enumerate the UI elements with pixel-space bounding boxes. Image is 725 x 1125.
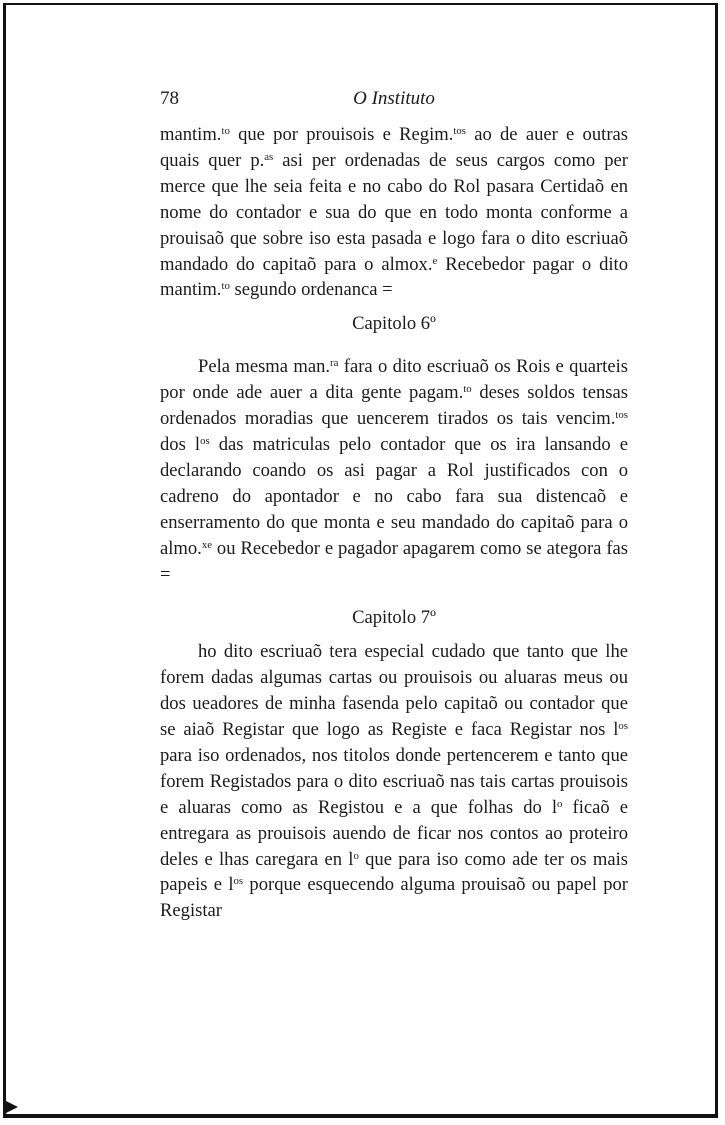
chapter-heading-7: Capitolo 7º	[352, 607, 436, 629]
book-page	[160, 88, 628, 924]
page-number: 78	[160, 88, 179, 109]
paragraph-1: mantim.$^{to}$ que por prouisois e Regim.$^{tos}$ ao de auer e outras quais quer p.$^{as}$ asi per ordenadas de seus cargos como per merce que lhe seia feita e no cabo do Rol pasara Certidaõ en nome do contador e sua do que en todo monta conforme a prouisaõ que sobre iso esta pasada e logo fara o dito escriuaõ mandado do capitaõ para o almox.$^e$ Recebedor pagar o dito mantim.$^{to}$ segundo ordenanca =	[160, 124, 629, 301]
page-header	[160, 88, 628, 122]
paragraph-2: Pela mesma man.$^{ra}$ fara o dito escriuaõ os Rois e quarteis por onde ade auer a dita gente pagam.$^{to}$ deses soldos tensas ordenados moradias que uencerem tirados os tais vencim.$^{tos}$ dos $l^{os}$ das matriculas pelo contador que os ira lansando e declarando coando os asi pagar a Rol justificados con o cadreno do apontador e no cabo fara sua distencaõ e enserramento do que monta e seu mandado do capitaõ para o almo.$^{xe}$ ou Recebedor e pagador apagarem como se ategora fas =	[160, 356, 628, 585]
corner-mark-icon	[6, 1101, 18, 1113]
page-body	[160, 122, 628, 924]
running-title: O Instituto	[353, 88, 435, 109]
paragraph-3: ho dito escriuaõ tera especial cudado que tanto que lhe forem dadas algumas cartas ou prouisois ou aluaras meus ou dos ueadores de minha fasenda pelo capitaõ ou contador que se aiaõ Registar que logo as Registe e faca Registar nos $l^{os}$ para iso ordenados, nos titolos donde pertencerem e tanto que forem Registados para o dito escriuaõ nas tais cartas prouisois e aluaras como as Registou e a que folhas do $l^o$ ficaõ e entregara as prouisois auendo de ficar nos contos ao proteiro deles e lhas caregara en $l^o$ que para iso como ade ter os mais papeis e $l^{os}$ porque esquecendo alguma prouisaõ ou papel por Registar	[160, 641, 629, 922]
chapter-heading-6: Capitolo 6º	[352, 313, 436, 335]
